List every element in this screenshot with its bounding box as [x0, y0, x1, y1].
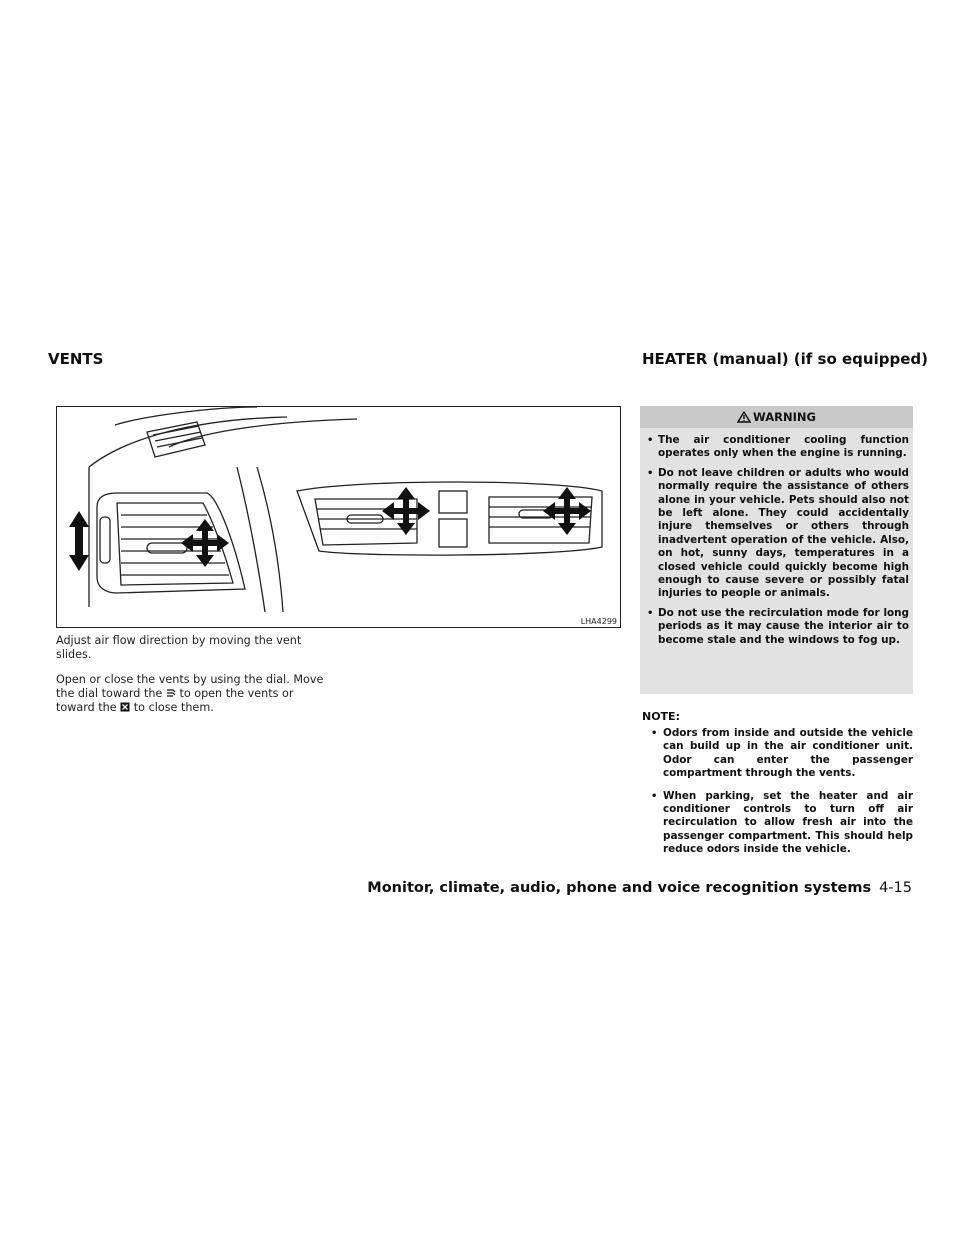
vents-paragraph-2 — [56, 673, 328, 715]
warning-item: • Do not use the recirculation mode for long periods as it may cause the interior air to become stale and the windows to fog up. — [645, 607, 909, 647]
warning-list — [640, 428, 913, 647]
vents-paragraph-1: Adjust air flow direction by moving the vent slides. — [56, 634, 302, 661]
warning-box — [640, 406, 913, 694]
figure-label: LHA4299 — [580, 617, 617, 626]
note-item: • Odors from inside and outside the vehicle can build up in the air conditioner unit. Odor can enter the passenger compartment through the vents. — [649, 727, 913, 781]
warning-item: • Do not leave children or adults who would normally require the assistance of others alone in your vehicle. Pets should also not be left alone. They could accidentally injure themselves or others through inadvertent operation of the vehicle. Also, on hot, sunny days, temperatures in a closed vehicle could quickly become high enough to cause severe or possibly fatal injuries to people or animals. — [645, 467, 909, 601]
section-title-vents: VENTS — [48, 350, 104, 368]
open-vent-icon — [166, 688, 176, 698]
footer-chapter-title: Monitor, climate, audio, phone and voice recognition systems — [367, 880, 872, 896]
warning-triangle-icon — [737, 411, 751, 423]
vents-paragraph-2-part-a: Open or close the vents by using the dial. Move the dial toward the — [56, 673, 324, 700]
section-title-heater: HEATER (manual) (if so equipped) — [642, 350, 928, 368]
note-list — [649, 727, 913, 866]
warning-header — [640, 406, 913, 428]
page-number: 4-15 — [879, 880, 912, 896]
vents-paragraph-2-part-c: to close them. — [133, 701, 214, 714]
vent-illustration — [56, 406, 621, 628]
page-footer — [367, 880, 912, 896]
warning-item: • The air conditioner cooling function operates only when the engine is running. — [645, 434, 909, 461]
warning-title: WARNING — [753, 410, 816, 424]
note-item: • When parking, set the heater and air conditioner controls to turn off air recirculation to allow fresh air into the passenger compartment. This should help reduce odors inside the vehicle. — [649, 790, 913, 857]
close-vent-icon — [120, 702, 130, 712]
note-label: NOTE: — [642, 710, 680, 723]
vent-drawing — [57, 407, 620, 627]
vents-paragraph-2-part-b: to open the vents or toward the — [56, 687, 294, 714]
